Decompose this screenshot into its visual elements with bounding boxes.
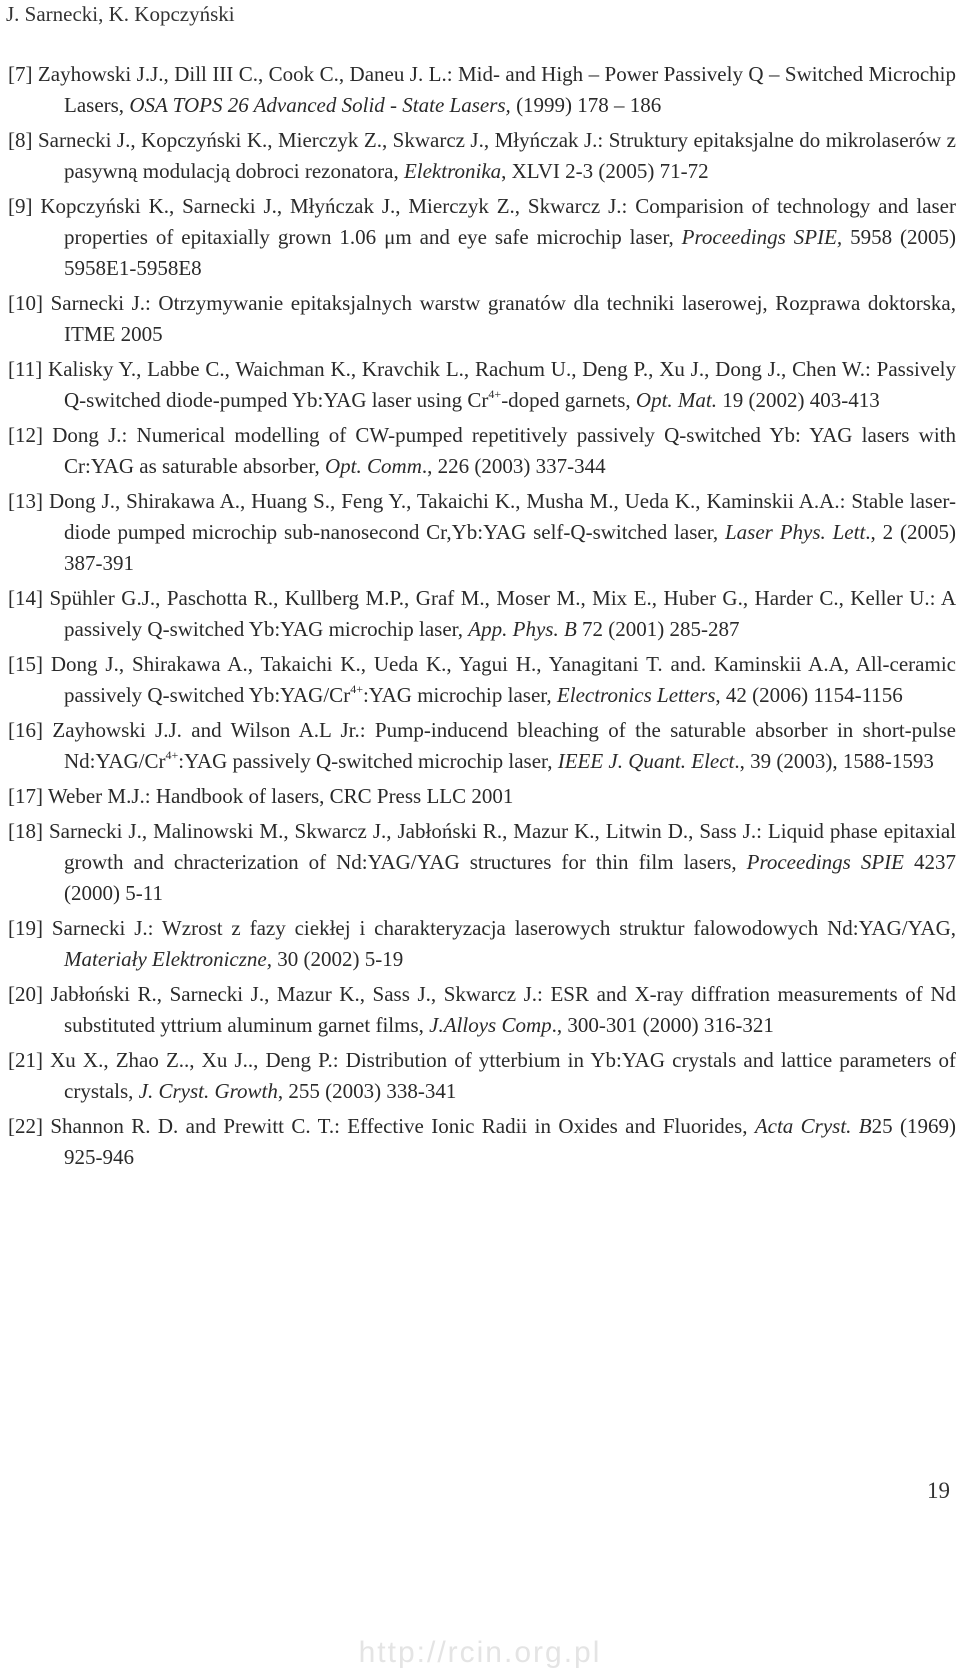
reference-number: [19] <box>8 916 43 940</box>
reference-italic-text: Opt. Comm <box>325 454 422 478</box>
reference-number: [7] <box>8 62 33 86</box>
reference-text: Dong J., Shirakawa A., Takaichi K., Ueda K., Yagui H., Yanagitani T. and. Kaminskii A.A, All-ceramic passively Q-switched Yb:YAG/Cr <box>43 652 956 707</box>
reference-number: [17] <box>8 784 43 808</box>
reference-number: [22] <box>8 1114 43 1138</box>
reference-text: , 42 (2006) 1154-1156 <box>715 683 903 707</box>
page-number: 19 <box>927 1478 950 1503</box>
reference-number: [14] <box>8 586 43 610</box>
reference-text: Zayhowski J.J., Dill III C., Cook C., Daneu J. L.: Mid- and High – Power Passively Q – Switched Microchip Lasers, <box>32 62 956 117</box>
reference-number: [12] <box>8 423 43 447</box>
reference-text: Dong J.: Numerical modelling of CW-pumped repetitively passively Q-switched Yb: YAG lasers with Cr:YAG as saturable absorber, <box>43 423 956 478</box>
reference-text: Sarnecki J., Malinowski M., Skwarcz J., Jabłoński R., Mazur K., Litwin D., Sass J.: Liquid phase epitaxial growth and chracterization of Nd:YAG/YAG structures for thin film lasers, <box>43 819 956 874</box>
reference-list <box>8 59 956 1177</box>
reference-item <box>8 354 956 416</box>
reference-item <box>8 816 956 909</box>
reference-number: [15] <box>8 652 43 676</box>
reference-number: [11] <box>8 357 43 381</box>
reference-italic-text: Materiały Elektroniczne, <box>64 947 272 971</box>
reference-text: , XLVI 2-3 (2005) 71-72 <box>501 159 709 183</box>
reference-italic-text: App. Phys. B <box>468 617 577 641</box>
reference-number: [20] <box>8 982 43 1006</box>
reference-item <box>8 913 956 975</box>
reference-text: Dong J., Shirakawa A., Huang S., Feng Y., Takaichi K., Musha M., Ueda K., Kaminskii A.A.: Stable laser-diode pumped microchip sub-nanosecond Cr,Yb:YAG self-Q-switched laser, <box>43 489 956 544</box>
reference-italic-text: OSA TOPS 26 Advanced Solid - State Lasers, <box>129 93 511 117</box>
reference-item <box>8 191 956 284</box>
reference-text: ., 39 (2003), 1588-1593 <box>734 749 934 773</box>
reference-text: Weber M.J.: Handbook of lasers, CRC Press LLC 2001 <box>43 784 514 808</box>
reference-text: Kalisky Y., Labbe C., Waichman K., Kravchik L., Rachum U., Deng P., Xu J., Dong J., Chen W.: Passively Q-switched diode-pumped Yb:YAG laser using Cr <box>42 357 956 412</box>
reference-text: :YAG microchip laser, <box>362 683 557 707</box>
running-head: J. Sarnecki, K. Kopczyński <box>6 2 235 26</box>
reference-item <box>8 125 956 187</box>
reference-text: 4237 (2000) 5-11 <box>64 850 956 905</box>
reference-italic-text: J. Cryst. Growth <box>138 1079 278 1103</box>
reference-text: Zayhowski J.J. and Wilson A.L Jr.: Pump-inducend bleaching of the saturable absorber in short-pulse Nd:YAG/Cr <box>43 718 956 773</box>
reference-item <box>8 1045 956 1107</box>
reference-text: 19 (2002) 403-413 <box>716 388 880 412</box>
reference-italic-text: J.Alloys Comp <box>429 1013 552 1037</box>
reference-text: ., 2 (2005) 387-391 <box>64 520 956 575</box>
reference-italic-text: Proceedings SPIE <box>746 850 904 874</box>
reference-item <box>8 715 956 777</box>
reference-text: Spühler G.J., Paschotta R., Kullberg M.P., Graf M., Moser M., Mix E., Huber G., Harder C., Keller U.: A passively Q-switched Yb:YAG microchip laser, <box>43 586 956 641</box>
reference-text: 30 (2002) 5-19 <box>272 947 404 971</box>
reference-italic-text: Elektronika <box>403 159 502 183</box>
reference-number: [16] <box>8 718 43 742</box>
reference-italic-text: Opt. Mat. <box>635 388 717 412</box>
reference-text: 5958 (2005) 5958E1-5958E8 <box>64 225 956 280</box>
reference-item <box>8 583 956 645</box>
reference-superscript: 4+ <box>350 682 363 696</box>
reference-number: [10] <box>8 291 43 315</box>
reference-text: ., 226 (2003) 337-344 <box>421 454 606 478</box>
reference-text: :YAG passively Q-switched microchip laser, <box>178 749 558 773</box>
reference-item <box>8 649 956 711</box>
reference-number: [13] <box>8 489 43 513</box>
reference-superscript: 4+ <box>165 748 179 762</box>
reference-number: [8] <box>8 128 33 152</box>
reference-text: Sarnecki J.: Wzrost z fazy ciekłej i charakteryzacja laserowych struktur falowodowych Nd:YAG/YAG, <box>43 916 956 940</box>
reference-text: Xu X., Zhao Z.., Xu J.., Deng P.: Distribution of ytterbium in Yb:YAG crystals and lattice parameters of crystals, <box>43 1048 956 1103</box>
reference-item <box>8 59 956 121</box>
reference-text: Sarnecki J., Kopczyński K., Mierczyk Z., Skwarcz J., Młyńczak J.: Struktury epitaksjalne do mikrolaserów z pasywną modulacją dobroci rezonatora, <box>32 128 956 183</box>
watermark: http://rcin.org.pl <box>358 1636 602 1669</box>
reference-number: [9] <box>8 194 33 218</box>
reference-italic-text: Proceedings SPIE, <box>681 225 843 249</box>
reference-item <box>8 288 956 350</box>
reference-item <box>8 979 956 1041</box>
reference-text: Sarnecki J.: Otrzymywanie epitaksjalnych warstw granatów dla techniki laserowej, Rozprawa doktorska, ITME 2005 <box>43 291 956 346</box>
reference-item <box>8 420 956 482</box>
reference-italic-text: Acta Cryst. B <box>754 1114 872 1138</box>
reference-text: Jabłoński R., Sarnecki J., Mazur K., Sass J., Skwarcz J.: ESR and X-ray diffration measurements of Nd substituted yttrium aluminum garnet films, <box>43 982 956 1037</box>
reference-text: , 255 (2003) 338-341 <box>277 1079 457 1103</box>
reference-item <box>8 486 956 579</box>
reference-italic-text: Laser Phys. Lett <box>725 520 866 544</box>
reference-superscript: 4+ <box>488 387 502 401</box>
reference-text: 72 (2001) 285-287 <box>576 617 740 641</box>
reference-text: (1999) 178 – 186 <box>510 93 662 117</box>
reference-text: ., 300-301 (2000) 316-321 <box>551 1013 774 1037</box>
reference-text: -doped garnets, <box>501 388 636 412</box>
reference-item <box>8 1111 956 1173</box>
reference-text: Kopczyński K., Sarnecki J., Młyńczak J., Mierczyk Z., Skwarcz J.: Comparision of technology and laser properties of epitaxially grown 1.06 μm and eye safe microchip laser, <box>32 194 956 249</box>
reference-item <box>8 781 956 812</box>
reference-italic-text: Electronics Letters <box>556 683 716 707</box>
reference-text: 25 (1969) 925-946 <box>64 1114 956 1169</box>
reference-number: [21] <box>8 1048 43 1072</box>
reference-text: Shannon R. D. and Prewitt C. T.: Effective Ionic Radii in Oxides and Fluorides, <box>43 1114 755 1138</box>
reference-number: [18] <box>8 819 43 843</box>
reference-italic-text: IEEE J. Quant. Elect <box>557 749 735 773</box>
